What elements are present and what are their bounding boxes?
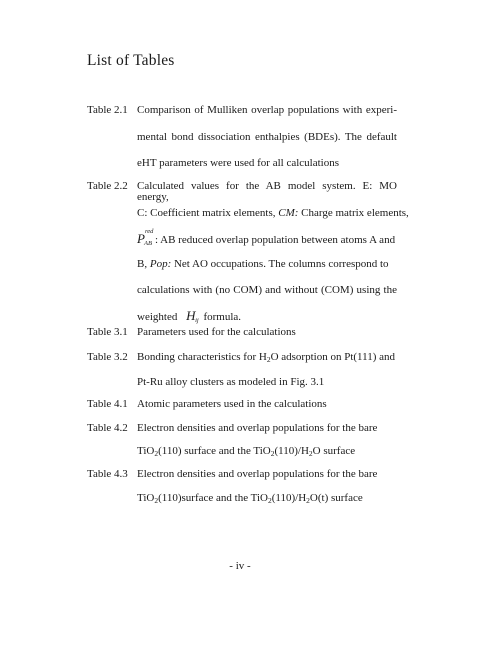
caption-text: (110)/H: [271, 492, 307, 504]
page-number: - iv -: [229, 560, 251, 572]
caption-line: Atomic parameters used in the calculations: [137, 398, 327, 410]
subscript: 2: [266, 355, 271, 364]
caption-line: Electron densities and overlap populations for the bare: [137, 468, 378, 480]
caption-text: O adsorption on Pt(111) and: [270, 351, 396, 363]
caption-text: formula.: [203, 311, 242, 323]
caption-text: (110) surface and the TiO: [158, 445, 271, 457]
subscript: 2: [308, 449, 313, 458]
caption-line: [137, 208, 409, 219]
table-label: Table 2.1: [87, 104, 128, 116]
table-label: Table 2.2: [87, 180, 128, 192]
caption-text: O surface: [312, 445, 356, 457]
caption-line: Calculated values for the AB model system. E: MO energy,: [137, 180, 397, 203]
caption-text: Pop:: [149, 258, 172, 270]
caption-line: Pt-Ru alloy clusters as modeled in Fig. 3.1: [137, 376, 325, 388]
caption-text: C: Coefficient matrix elements,: [137, 207, 276, 219]
caption-line: Comparison of Mulliken overlap populations with experi-: [137, 104, 397, 116]
caption-line: eHT parameters were used for all calculations: [137, 157, 339, 169]
caption-line: mental bond dissociation enthalpies (BDEs). The default: [137, 131, 397, 143]
table-label: Table 4.2: [87, 422, 128, 434]
subscript: 2: [154, 449, 159, 458]
table-label: Table 4.3: [87, 468, 128, 480]
caption-text: Net AO occupations. The columns correspond to: [173, 258, 389, 270]
caption-text: B,: [137, 258, 148, 270]
caption-line: [137, 446, 355, 457]
table-label: Table 3.1: [87, 326, 128, 338]
caption-line: Electron densities and overlap populations for the bare: [137, 422, 378, 434]
caption-text: (110)/H: [274, 445, 309, 457]
subscript: 2: [267, 496, 272, 505]
caption-text: CM:: [278, 207, 299, 219]
caption-text: Bonding characteristics for H: [137, 351, 267, 363]
subscript: 2: [306, 496, 310, 505]
caption-line: Parameters used for the calculations: [137, 326, 296, 338]
caption-line: calculations with (no COM) and without (COM) using the: [137, 284, 397, 296]
caption-text: TiO: [137, 445, 155, 457]
page-title: List of Tables: [87, 52, 175, 69]
caption-line: [137, 259, 389, 270]
caption-line: [137, 352, 395, 363]
caption-text: : AB reduced overlap population between atoms A and: [154, 234, 396, 246]
hamiltonian-symbol: H ij: [186, 308, 199, 324]
caption-text: weighted: [137, 311, 178, 323]
caption-line: [137, 228, 396, 247]
subscript: 2: [270, 449, 275, 458]
caption-text: (110)surface and the TiO: [158, 492, 268, 504]
caption-text: TiO: [137, 492, 155, 504]
reduced-overlap-symbol: P red AB: [137, 228, 154, 247]
caption-line: [137, 310, 241, 323]
caption-text: Charge matrix elements,: [301, 207, 409, 219]
caption-text: O(t) surface: [309, 492, 363, 504]
subscript: 2: [154, 496, 159, 505]
table-label: Table 3.2: [87, 351, 128, 363]
table-label: Table 4.1: [87, 398, 128, 410]
caption-line: [137, 493, 363, 504]
